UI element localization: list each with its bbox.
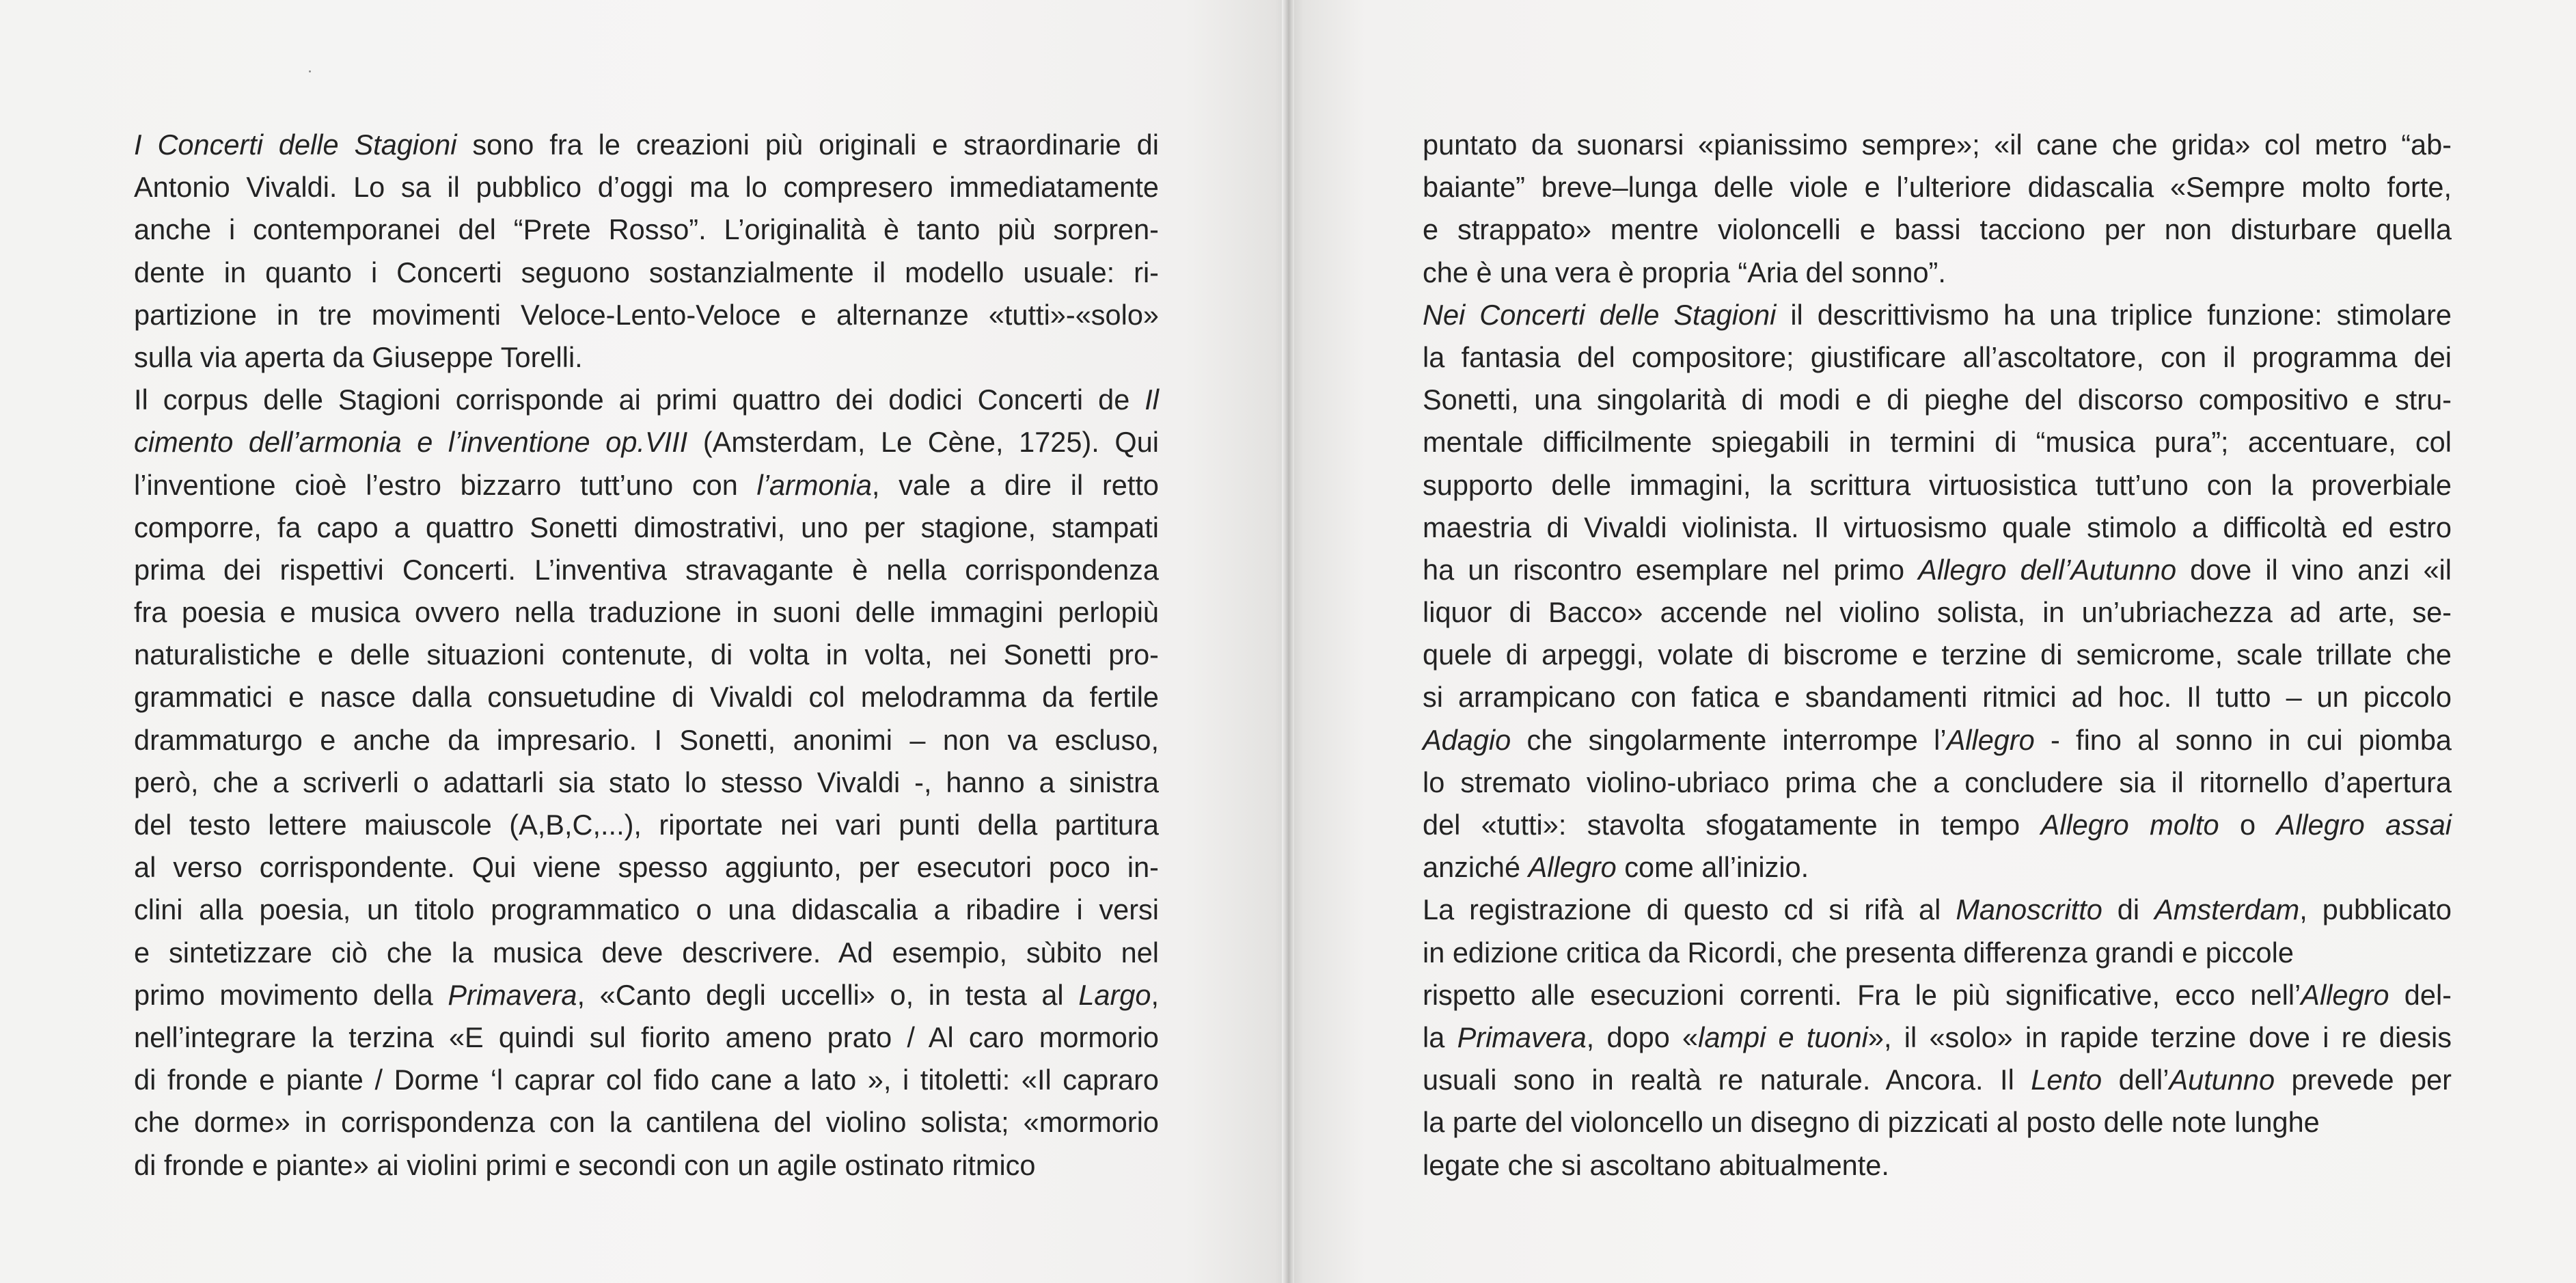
text-line bbox=[134, 719, 1159, 761]
text-line bbox=[134, 166, 1159, 208]
text-segment: la bbox=[1423, 1021, 1457, 1053]
text-line bbox=[1423, 379, 2452, 421]
text-segment: che dorme» in corrispondenza con la cantilena del violino solista; «mormorio bbox=[134, 1106, 1159, 1139]
text-segment: dente in quanto i Concerti seguono sostanzialmente il modello usuale: ri- bbox=[134, 256, 1159, 288]
text-line bbox=[1423, 1144, 2452, 1187]
text-segment: di bbox=[2102, 893, 2155, 926]
italic-text-segment: Lento bbox=[2031, 1064, 2102, 1096]
italic-text-segment: cimento dell’armonia e l’inventione op.VIII bbox=[134, 426, 688, 459]
text-segment: sulla via aperta da Giuseppe Torelli. bbox=[134, 340, 583, 373]
text-line bbox=[1423, 124, 2452, 166]
text-segment: partizione in tre movimenti Veloce-Lento-Veloce e alternanze «tutti»-«solo» bbox=[134, 298, 1159, 331]
italic-text-segment: Nei Concerti delle Stagioni bbox=[1423, 298, 1777, 331]
text-line bbox=[134, 208, 1159, 251]
text-line bbox=[1423, 676, 2452, 718]
text-line bbox=[134, 294, 1159, 336]
paper-speck bbox=[309, 70, 311, 72]
text-line bbox=[1423, 846, 2452, 889]
text-line bbox=[1423, 464, 2452, 507]
italic-text-segment: Allegro molto bbox=[2040, 809, 2219, 841]
text-segment: e sintetizzare ciò che la musica deve descrivere. Ad esempio, sùbito nel bbox=[134, 936, 1159, 969]
text-line bbox=[134, 591, 1159, 634]
text-line bbox=[1423, 974, 2452, 1016]
text-line bbox=[1423, 252, 2452, 294]
text-line bbox=[1423, 507, 2452, 549]
text-line bbox=[134, 379, 1159, 421]
text-line bbox=[1423, 1016, 2452, 1059]
text-segment: fra poesia e musica ovvero nella traduzione in suoni delle immagini perlopiù bbox=[134, 596, 1159, 629]
text-line bbox=[1423, 889, 2452, 931]
text-segment: prima dei rispettivi Concerti. L’inventiva stravagante è nella corrispondenza bbox=[134, 553, 1159, 586]
text-segment: del «tutti»: stavolta sfogatamente in tempo bbox=[1423, 809, 2041, 841]
text-segment: in edizione critica da Ricordi, che presenta differenza grandi e piccole bbox=[1423, 936, 2294, 969]
text-segment: però, che a scriverli o adattarli sia stato lo stesso Vivaldi -, hanno a sinistra bbox=[134, 766, 1159, 798]
text-line bbox=[134, 634, 1159, 676]
text-line bbox=[1423, 1101, 2452, 1144]
text-line bbox=[134, 889, 1159, 931]
text-segment: che è una vera è propria “Aria del sonno”. bbox=[1423, 256, 1946, 288]
italic-text-segment: Allegro dell’Autunno bbox=[1918, 553, 2177, 586]
italic-text-segment: Largo bbox=[1078, 978, 1151, 1011]
text-segment: si arrampicano con fatica e sbandamenti ritmici ad hoc. Il tutto – un piccolo bbox=[1423, 681, 2452, 714]
italic-text-segment: Manoscritto bbox=[1956, 893, 2102, 926]
text-line bbox=[1423, 719, 2452, 761]
text-line bbox=[134, 1016, 1159, 1059]
text-line bbox=[134, 507, 1159, 549]
text-segment: mentale difficilmente spiegabili in termini di “musica pura”; accentuare, col bbox=[1423, 426, 2452, 459]
text-line bbox=[1423, 591, 2452, 634]
left-page-text bbox=[134, 124, 1159, 1187]
text-segment: baiante” breve–lunga delle viole e l’ulteriore didascalia «Sempre molto forte, bbox=[1423, 171, 2452, 204]
text-segment: naturalistiche e delle situazioni contenute, di volta in volta, nei Sonetti pro- bbox=[134, 638, 1159, 671]
text-segment: legate che si ascoltano abitualmente. bbox=[1423, 1148, 1889, 1181]
text-segment: al verso corrispondente. Qui viene spesso aggiunto, per esecutori poco in- bbox=[134, 851, 1159, 884]
italic-text-segment: Allegro bbox=[1946, 723, 2035, 756]
text-line bbox=[1423, 634, 2452, 676]
text-line bbox=[134, 974, 1159, 1016]
text-line bbox=[134, 464, 1159, 507]
text-line bbox=[1423, 549, 2452, 591]
text-segment: , pubblicato bbox=[2299, 893, 2452, 926]
text-line bbox=[134, 549, 1159, 591]
text-segment: di fronde e piante» ai violini primi e secondi con un agile ostinato ritmico bbox=[134, 1148, 1036, 1181]
text-line bbox=[1423, 208, 2452, 251]
text-segment: clini alla poesia, un titolo programmatico o una didascalia a ribadire i versi bbox=[134, 893, 1159, 926]
text-line bbox=[134, 761, 1159, 804]
italic-text-segment: Allegro bbox=[2301, 978, 2389, 1011]
italic-text-segment: Il bbox=[1145, 383, 1159, 416]
text-line bbox=[134, 932, 1159, 974]
text-line bbox=[134, 336, 1159, 379]
text-segment: », il «solo» in rapide terzine dove i re diesis bbox=[1867, 1021, 2452, 1053]
text-segment: liquor di Bacco» accende nel violino solista, in un’ubriachezza ad arte, se- bbox=[1423, 596, 2452, 629]
text-segment: il descrittivismo ha una triplice funzione: stimolare bbox=[1776, 298, 2452, 331]
text-segment: primo movimento della bbox=[134, 978, 448, 1011]
text-line bbox=[1423, 336, 2452, 379]
text-segment: del- bbox=[2389, 978, 2452, 1011]
right-page-text bbox=[1423, 124, 2452, 1187]
text-line bbox=[134, 846, 1159, 889]
text-segment: ha un riscontro esemplare nel primo bbox=[1423, 553, 1919, 586]
text-segment: comporre, fa capo a quattro Sonetti dimostrativi, uno per stagione, stampati bbox=[134, 511, 1159, 543]
text-segment: lo stremato violino-ubriaco prima che a concludere sia il ritornello d’apertura bbox=[1423, 766, 2452, 798]
text-segment: (Amsterdam, Le Cène, 1725). Qui bbox=[687, 426, 1159, 459]
text-segment: grammatici e nasce dalla consuetudine di Vivaldi col melodramma da fertile bbox=[134, 681, 1159, 714]
text-segment: drammaturgo e anche da impresario. I Sonetti, anonimi – non va escluso, bbox=[134, 723, 1159, 756]
text-segment: La registrazione di questo cd si rifà al bbox=[1423, 893, 1956, 926]
text-segment: come all’inizio. bbox=[1616, 851, 1809, 884]
italic-text-segment: Allegro assai bbox=[2276, 809, 2452, 841]
italic-text-segment: Autunno bbox=[2169, 1064, 2275, 1096]
text-line bbox=[1423, 294, 2452, 336]
text-line bbox=[134, 1059, 1159, 1101]
italic-text-segment: I Concerti delle Stagioni bbox=[134, 129, 457, 161]
italic-text-segment: Amsterdam bbox=[2154, 893, 2300, 926]
italic-text-segment: Primavera bbox=[448, 978, 577, 1011]
text-segment: sono fra le creazioni più originali e straordinarie di bbox=[456, 129, 1159, 161]
text-line bbox=[134, 421, 1159, 463]
text-segment: maestria di Vivaldi violinista. Il virtuosismo quale stimolo a difficoltà ed estro bbox=[1423, 511, 2452, 543]
text-line bbox=[1423, 761, 2452, 804]
italic-text-segment: Primavera bbox=[1457, 1021, 1587, 1053]
italic-text-segment: l’armonia bbox=[756, 468, 872, 501]
text-segment: supporto delle immagini, la scrittura virtuosistica tutt’uno con la proverbiale bbox=[1423, 468, 2452, 501]
text-segment: l’inventione cioè l’estro bizzarro tutt’uno con bbox=[134, 468, 757, 501]
text-line bbox=[1423, 804, 2452, 846]
page-gutter bbox=[1282, 0, 1294, 1283]
text-segment: del testo lettere maiuscole (A,B,C,...), riportate nei vari punti della partitura bbox=[134, 809, 1159, 841]
text-segment: anziché bbox=[1423, 851, 1529, 884]
text-segment: dove il vino anzi «il bbox=[2176, 553, 2452, 586]
text-line bbox=[134, 124, 1159, 166]
text-segment: nell’integrare la terzina «E quindi sul fiorito ameno prato / Al caro mormorio bbox=[134, 1021, 1159, 1053]
text-segment: dell’ bbox=[2102, 1064, 2169, 1096]
text-segment: di fronde e piante / Dorme ‘l caprar col fido cane a lato », i titoletti: «Il capraro bbox=[134, 1064, 1159, 1096]
text-line bbox=[134, 252, 1159, 294]
text-segment: prevede per bbox=[2275, 1064, 2452, 1096]
text-segment: usuali sono in realtà re naturale. Ancora. Il bbox=[1423, 1064, 2031, 1096]
text-segment: quele di arpeggi, volate di biscrome e terzine di semicrome, scale trillate che bbox=[1423, 638, 2452, 671]
text-segment: Sonetti, una singolarità di modi e di pieghe del discorso compositivo e stru- bbox=[1423, 383, 2452, 416]
text-segment: , vale a dire il retto bbox=[871, 468, 1160, 501]
text-line bbox=[1423, 166, 2452, 208]
text-line bbox=[1423, 1059, 2452, 1101]
italic-text-segment: Allegro bbox=[1528, 851, 1617, 884]
text-line bbox=[134, 1101, 1159, 1144]
text-segment: , dopo « bbox=[1586, 1021, 1699, 1053]
text-segment: o bbox=[2219, 809, 2277, 841]
text-segment: Antonio Vivaldi. Lo sa il pubblico d’oggi ma lo compresero immediatamente bbox=[134, 171, 1159, 204]
text-segment: , «Canto degli uccelli» o, in testa al bbox=[577, 978, 1079, 1011]
text-line bbox=[134, 1144, 1159, 1187]
text-segment: la fantasia del compositore; giustificare all’ascoltatore, con il programma dei bbox=[1423, 340, 2452, 373]
italic-text-segment: Adagio bbox=[1423, 723, 1511, 756]
text-segment: , bbox=[1151, 978, 1159, 1011]
text-line bbox=[1423, 932, 2452, 974]
text-segment: e strappato» mentre violoncelli e bassi tacciono per non disturbare quella bbox=[1423, 213, 2452, 246]
text-segment: - fino al sonno in cui piomba bbox=[2034, 723, 2452, 756]
text-segment: Il corpus delle Stagioni corrisponde ai primi quattro dei dodici Concerti de bbox=[134, 383, 1145, 416]
text-line bbox=[134, 804, 1159, 846]
italic-text-segment: lampi e tuoni bbox=[1698, 1021, 1868, 1053]
text-segment: che singolarmente interrompe l’ bbox=[1511, 723, 1947, 756]
text-segment: anche i contemporanei del “Prete Rosso”. L’originalità è tanto più sorpren- bbox=[134, 213, 1159, 246]
text-line bbox=[134, 676, 1159, 718]
text-segment: rispetto alle esecuzioni correnti. Fra le più significative, ecco nell’ bbox=[1423, 978, 2301, 1011]
text-segment: la parte del violoncello un disegno di pizzicati al posto delle note lunghe bbox=[1423, 1106, 2320, 1139]
text-line bbox=[1423, 421, 2452, 463]
text-segment: puntato da suonarsi «pianissimo sempre»; «il cane che grida» col metro “ab- bbox=[1423, 129, 2452, 161]
